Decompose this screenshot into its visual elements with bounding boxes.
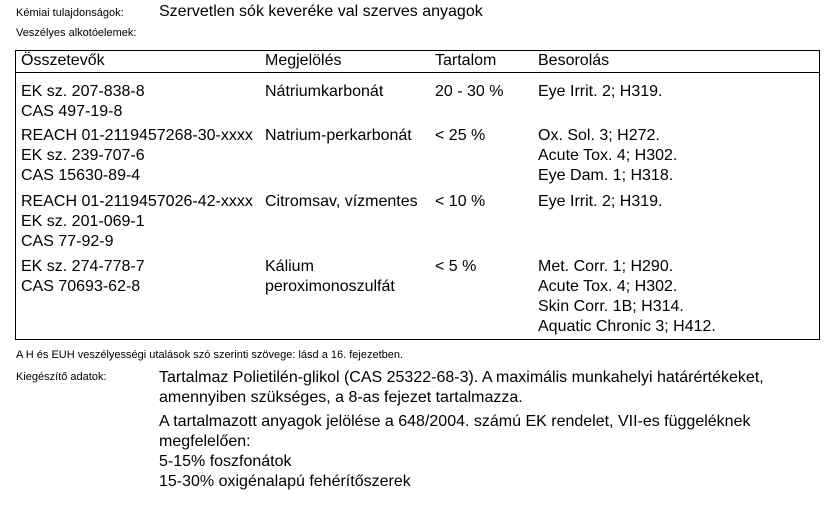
component-id: CAS 70693-62-8 [21,278,141,295]
classification-entry: Met. Corr. 1; H290. [538,258,674,275]
component-name: Citromsav, vízmentes [265,193,418,210]
paragraph-line: A tartalmazott anyagok jelölése a 648/2004. számú EK rendelet, VII-es függeléknek [159,413,751,430]
additional-info-paragraph [159,412,750,492]
component-content: 20 - 30 % [435,83,504,100]
header-designation: Megjelölés [265,52,342,69]
hazard-statements-note: A H és EUH veszélyességi utalások szó szerinti szövege: lásd a 16. fejezetben. [16,349,404,361]
paragraph-line: 15-30% oxigénalapú fehérítőszerek [159,473,411,490]
table-row-ids [21,257,145,297]
table-row-ids [21,126,253,186]
hazardous-components-label: Veszélyes alkotóelemek: [16,27,137,39]
additional-info-label: Kiegészítő adatok: [16,371,107,383]
paragraph-line: megfelelően: [159,433,251,450]
component-id: EK sz. 239-707-6 [21,147,145,164]
paragraph-line: amennyiben szükséges, a 8-as fejezet tartalmazza. [159,389,523,406]
classification-entry: Eye Irrit. 2; H319. [538,193,663,210]
component-id: EK sz. 207-838-8 [21,83,145,100]
header-content: Tartalom [435,52,497,69]
table-row-ids [21,82,145,122]
component-content: < 25 % [435,127,486,144]
classification-entry: Acute Tox. 4; H302. [538,278,678,295]
components-table [15,50,820,340]
additional-info-paragraph [159,368,764,408]
table-row-name [265,82,383,102]
chemical-properties-label: Kémiai tulajdonságok: [16,7,124,19]
table-row-ids [21,192,253,252]
table-row-name [265,192,418,212]
table-row-classification [538,82,663,102]
component-id: REACH 01-2119457026-42-xxxx [21,193,253,210]
component-id: CAS 15630-89-4 [21,167,141,184]
classification-entry: Eye Irrit. 2; H319. [538,83,663,100]
table-row-name [265,257,395,297]
header-classification: Besorolás [538,52,610,69]
classification-entry: Eye Dam. 1; H318. [538,167,674,184]
classification-entry: Skin Corr. 1B; H314. [538,298,684,315]
component-name: peroximonoszulfát [265,278,395,295]
component-name: Natrium-perkarbonát [265,127,412,144]
paragraph-line: Tartalmaz Polietilén-glikol (CAS 25322-68-3). A maximális munkahelyi határértékeket, [159,369,764,386]
component-id: REACH 01-2119457268-30-xxxx [21,127,253,144]
component-name: Kálium [265,258,314,275]
classification-entry: Ox. Sol. 3; H272. [538,127,660,144]
component-content: < 5 % [435,258,477,275]
component-content: < 10 % [435,193,486,210]
component-name: Nátriumkarbonát [265,83,384,100]
table-row-classification [538,126,677,186]
component-id: EK sz. 201-069-1 [21,213,145,230]
chemical-properties-value: Szervetlen sók keveréke val szerves anyagok [159,3,483,20]
header-components: Összetevők [21,52,105,69]
table-header-divider [16,72,819,73]
table-row-classification [538,192,663,212]
table-row-name [265,126,412,146]
paragraph-line: 5-15% foszfonátok [159,453,292,470]
component-id: CAS 497-19-8 [21,103,123,120]
classification-entry: Acute Tox. 4; H302. [538,147,678,164]
table-row-classification [538,257,716,337]
component-id: EK sz. 274-778-7 [21,258,145,275]
component-id: CAS 77-92-9 [21,233,114,250]
classification-entry: Aquatic Chronic 3; H412. [538,318,716,335]
